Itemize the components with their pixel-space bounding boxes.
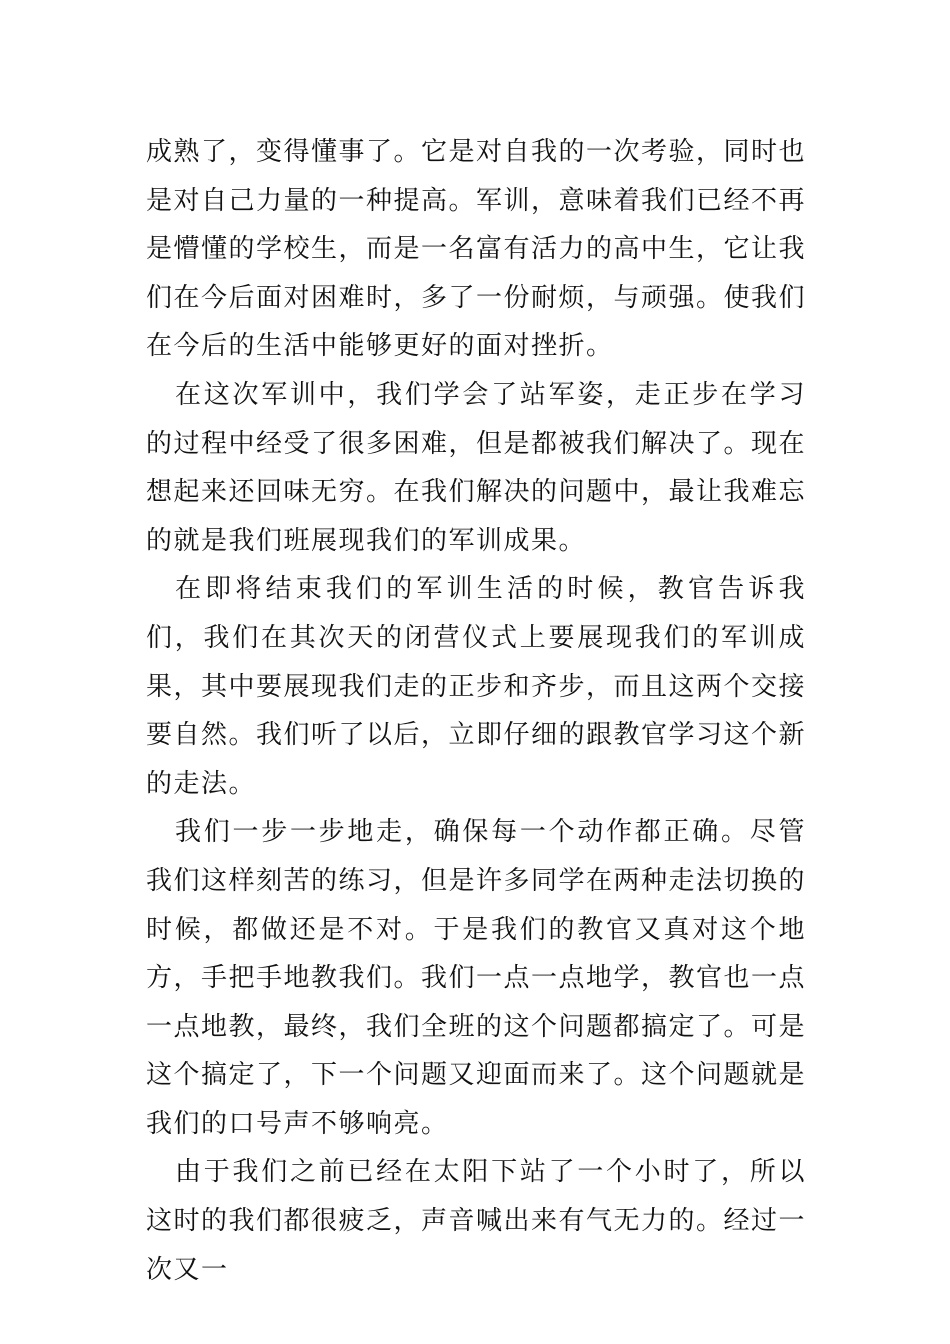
- paragraph-4: 我们一步一步地走，确保每一个动作都正确。尽管我们这样刻苦的练习，但是许多同学在两种走法切换的时候，都做还是不对。于是我们的教官又真对这个地方，手把手地教我们。我们一点一点地学，教官也一点一点地教，最终，我们全班的这个问题都搞定了。可是这个搞定了，下一个问题又迎面而来了。这个问题就是我们的口号声不够响亮。: [146, 817, 807, 1139]
- paragraph-2: 在这次军训中，我们学会了站军姿，走正步在学习的过程中经受了很多困难，但是都被我们解决了。现在想起来还回味无穷。在我们解决的问题中，最让我难忘的就是我们班展现我们的军训成果。: [146, 379, 807, 556]
- paragraph-1: 成熟了，变得懂事了。它是对自我的一次考验，同时也是对自己力量的一种提高。军训，意味着我们已经不再是懵懂的学校生，而是一名富有活力的高中生，它让我们在今后面对困难时，多了一份耐烦，与顽强。使我们在今后的生活中能够更好的面对挫折。: [146, 137, 807, 362]
- body-text: [146, 128, 806, 1294]
- paragraph-5: 由于我们之前已经在太阳下站了一个小时了，所以这时的我们都很疲乏，声音喊出来有气无力的。经过一次又一: [146, 1157, 807, 1285]
- paragraph-3: 在即将结束我们的军训生活的时候，教官告诉我们，我们在其次天的闭营仪式上要展现我们的军训成果，其中要展现我们走的正步和齐步，而且这两个交接要自然。我们听了以后，立即仔细的跟教官学习这个新的走法。: [146, 574, 807, 799]
